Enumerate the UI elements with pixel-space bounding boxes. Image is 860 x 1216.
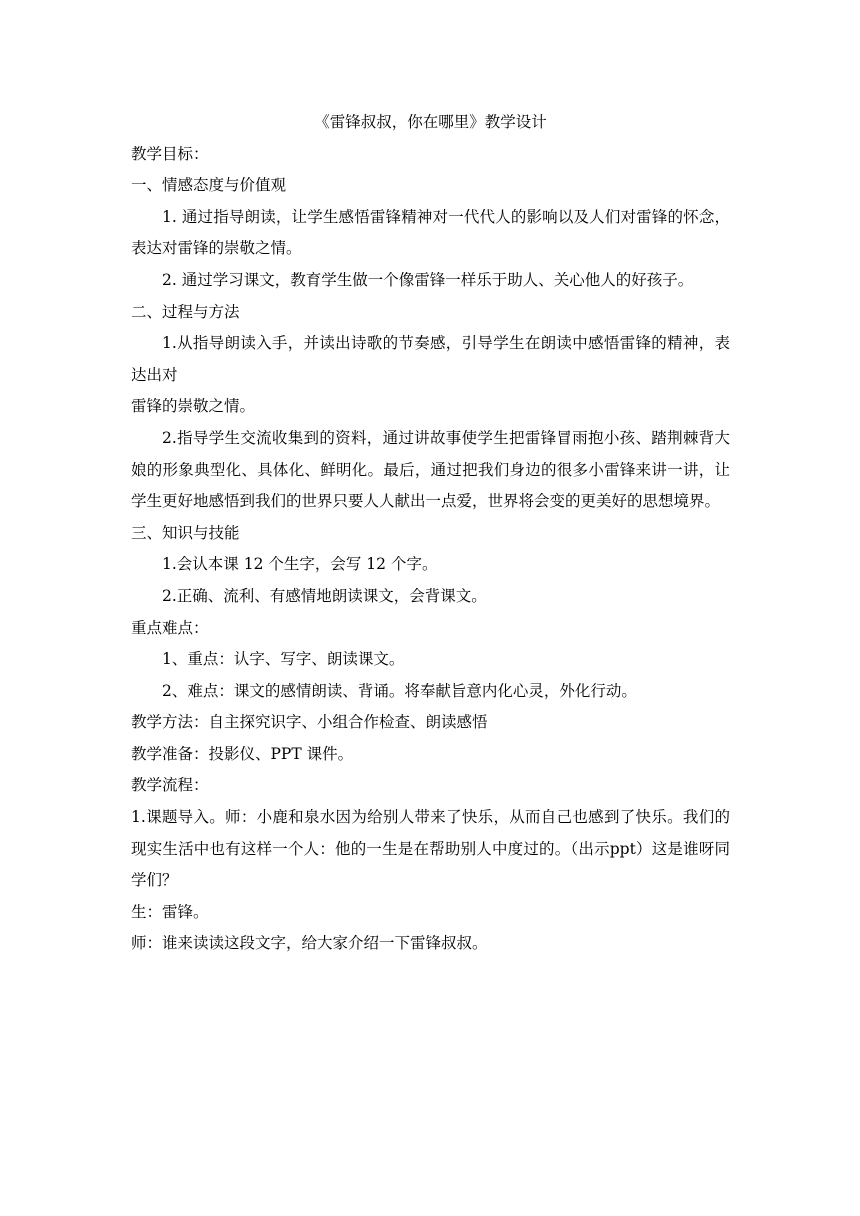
- dialogue-student: 生：雷锋。: [131, 902, 209, 921]
- paragraph-1-1: 1. 通过指导朗读，让学生感悟雷锋精神对一代代人的影响以及人们对雷锋的怀念，表达对雷锋的崇敬之情。: [131, 207, 730, 258]
- teaching-preparation: 教学准备：投影仪、PPT 课件。: [131, 744, 354, 763]
- heading-teaching-process: 教学流程：: [131, 776, 209, 795]
- paragraph-3-2: 2.正确、流利、有感情地朗读课文，会背课文。: [162, 586, 487, 605]
- document-body: [131, 107, 730, 960]
- paragraph-2-2: 2.指导学生交流收集到的资料，通过讲故事使学生把雷锋冒雨抱小孩、踏荆棘背大娘的形象典型化、具体化、鲜明化。最后，通过把我们身边的很多小雷锋来讲一讲，让学生更好地感悟到我们的世界只要人人献出一点爱，世界将会变的更美好的思想境界。: [131, 428, 730, 511]
- section-heading-2: 二、过程与方法: [131, 302, 240, 321]
- paragraph-2-1: 1.从指导朗读入手，并读出诗歌的节奏感，引导学生在朗读中感悟雷锋的精神，表达出对: [131, 334, 730, 384]
- section-heading-1: 一、情感态度与价值观: [131, 176, 287, 195]
- section-heading-3: 三、知识与技能: [131, 523, 240, 542]
- heading-teaching-goals: 教学目标：: [131, 144, 209, 163]
- process-step-1: 1.课题导入。师：小鹿和泉水因为给别人带来了快乐，从而自己也感到了快乐。我们的现实生活中也有这样一个人：他的一生是在帮助别人中度过的。（出示ppt）这是谁呀同学们？: [131, 808, 730, 890]
- dialogue-teacher: 师：谁来读读这段文字，给大家介绍一下雷锋叔叔。: [131, 934, 488, 953]
- paragraph-1-2: 2. 通过学习课文，教育学生做一个像雷锋一样乐于助人、关心他人的好孩子。: [162, 270, 694, 289]
- paragraph-3-1: 1.会认本课 12 个生字，会写 12 个字。: [162, 555, 438, 574]
- document-title: 《雷锋叔叔，你在哪里》教学设计: [314, 113, 547, 131]
- teaching-methods: 教学方法：自主探究识字、小组合作检查、朗读感悟: [131, 713, 488, 732]
- paragraph-2-1-continued: 雷锋的崇敬之情。: [131, 397, 256, 416]
- heading-key-points: 重点难点：: [131, 618, 209, 637]
- key-point-1: 1、重点：认字、写字、朗读课文。: [162, 650, 405, 669]
- key-point-2: 2、难点：课文的感情朗读、背诵。将奉献旨意内化心灵，外化行动。: [162, 681, 637, 700]
